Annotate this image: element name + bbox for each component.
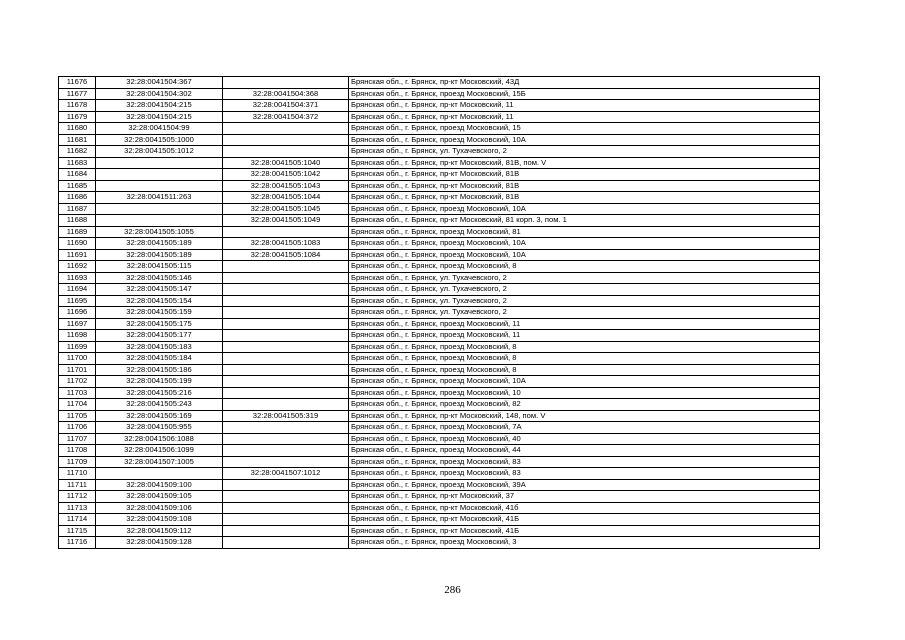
cadastral-number-cell: 32:28:0041505:183 [96, 341, 223, 353]
table-row [59, 537, 820, 549]
table-row [59, 318, 820, 330]
table-row [59, 364, 820, 376]
row-number-cell: 11709 [59, 456, 96, 468]
cadastral-number-cell: 32:28:0041505:115 [96, 261, 223, 273]
address-cell: Брянская обл., г. Брянск, пр-кт Московский, 37 [349, 491, 820, 503]
cadastral-number-cell: 32:28:0041509:100 [96, 479, 223, 491]
address-cell: Брянская обл., г. Брянск, пр-кт Московский, 81В [349, 192, 820, 204]
object-cadastral-number-cell [223, 537, 349, 549]
object-cadastral-number-cell: 32:28:0041505:1044 [223, 192, 349, 204]
address-cell: Брянская обл., г. Брянск, пр-кт Московский, 41Б [349, 525, 820, 537]
page-number: 286 [444, 584, 461, 596]
row-number-cell: 11691 [59, 249, 96, 261]
table-row [59, 341, 820, 353]
table-row [59, 111, 820, 123]
row-number-cell: 11693 [59, 272, 96, 284]
object-cadastral-number-cell [223, 433, 349, 445]
address-cell: Брянская обл., г. Брянск, проезд Московский, 83 [349, 468, 820, 480]
object-cadastral-number-cell: 32:28:0041505:319 [223, 410, 349, 422]
object-cadastral-number-cell [223, 318, 349, 330]
table-row [59, 445, 820, 457]
row-number-cell: 11705 [59, 410, 96, 422]
address-cell: Брянская обл., г. Брянск, пр-кт Московский, 11 [349, 111, 820, 123]
table-row [59, 376, 820, 388]
cadastral-number-cell [96, 215, 223, 227]
cadastral-number-cell: 32:28:0041505:159 [96, 307, 223, 319]
row-number-cell: 11694 [59, 284, 96, 296]
row-number-cell: 11715 [59, 525, 96, 537]
object-cadastral-number-cell [223, 376, 349, 388]
object-cadastral-number-cell [223, 445, 349, 457]
address-cell: Брянская обл., г. Брянск, пр-кт Московский, 41б [349, 502, 820, 514]
cadastral-number-cell: 32:28:0041505:216 [96, 387, 223, 399]
cadastral-number-cell: 32:28:0041505:243 [96, 399, 223, 411]
object-cadastral-number-cell [223, 525, 349, 537]
address-cell: Брянская обл., г. Брянск, ул. Тухачевского, 2 [349, 295, 820, 307]
cadastral-number-cell: 32:28:0041504:367 [96, 77, 223, 89]
table-row [59, 249, 820, 261]
cadastral-number-cell: 32:28:0041509:108 [96, 514, 223, 526]
address-cell: Брянская обл., г. Брянск, пр-кт Московский, 43Д [349, 77, 820, 89]
row-number-cell: 11708 [59, 445, 96, 457]
table-row [59, 456, 820, 468]
address-cell: Брянская обл., г. Брянск, проезд Московский, 15Б [349, 88, 820, 100]
table-row [59, 514, 820, 526]
row-number-cell: 11710 [59, 468, 96, 480]
address-cell: Брянская обл., г. Брянск, пр-кт Московский, 81В [349, 180, 820, 192]
object-cadastral-number-cell: 32:28:0041505:1042 [223, 169, 349, 181]
row-number-cell: 11686 [59, 192, 96, 204]
object-cadastral-number-cell [223, 272, 349, 284]
table-row [59, 157, 820, 169]
table-row [59, 422, 820, 434]
object-cadastral-number-cell [223, 134, 349, 146]
table-row [59, 491, 820, 503]
address-cell: Брянская обл., г. Брянск, ул. Тухачевского, 2 [349, 146, 820, 158]
object-cadastral-number-cell [223, 353, 349, 365]
table-row [59, 180, 820, 192]
table-row [59, 479, 820, 491]
table-row [59, 468, 820, 480]
cadastral-number-cell [96, 203, 223, 215]
object-cadastral-number-cell [223, 307, 349, 319]
row-number-cell: 11701 [59, 364, 96, 376]
object-cadastral-number-cell [223, 479, 349, 491]
object-cadastral-number-cell [223, 491, 349, 503]
row-number-cell: 11682 [59, 146, 96, 158]
row-number-cell: 11704 [59, 399, 96, 411]
table-row [59, 387, 820, 399]
address-cell: Брянская обл., г. Брянск, проезд Московский, 10А [349, 238, 820, 250]
table-row [59, 238, 820, 250]
table-row [59, 433, 820, 445]
cadastral-number-cell: 32:28:0041505:175 [96, 318, 223, 330]
address-cell: Брянская обл., г. Брянск, проезд Московский, 11 [349, 330, 820, 342]
object-cadastral-number-cell: 32:28:0041504:368 [223, 88, 349, 100]
row-number-cell: 11687 [59, 203, 96, 215]
address-cell: Брянская обл., г. Брянск, проезд Московский, 39А [349, 479, 820, 491]
object-cadastral-number-cell: 32:28:0041505:1040 [223, 157, 349, 169]
address-cell: Брянская обл., г. Брянск, проезд Московский, 10А [349, 203, 820, 215]
registry-table [58, 76, 820, 549]
object-cadastral-number-cell [223, 284, 349, 296]
table-row [59, 226, 820, 238]
cadastral-number-cell: 32:28:0041509:105 [96, 491, 223, 503]
table-row [59, 353, 820, 365]
table-row [59, 169, 820, 181]
address-cell: Брянская обл., г. Брянск, пр-кт Московский, 11 [349, 100, 820, 112]
object-cadastral-number-cell [223, 295, 349, 307]
address-cell: Брянская обл., г. Брянск, пр-кт Московский, 81 корп. 3, пом. 1 [349, 215, 820, 227]
row-number-cell: 11688 [59, 215, 96, 227]
address-cell: Брянская обл., г. Брянск, проезд Московский, 8 [349, 364, 820, 376]
object-cadastral-number-cell [223, 341, 349, 353]
object-cadastral-number-cell [223, 364, 349, 376]
row-number-cell: 11707 [59, 433, 96, 445]
row-number-cell: 11677 [59, 88, 96, 100]
cadastral-number-cell: 32:28:0041505:186 [96, 364, 223, 376]
cadastral-number-cell: 32:28:0041505:184 [96, 353, 223, 365]
address-cell: Брянская обл., г. Брянск, ул. Тухачевского, 2 [349, 307, 820, 319]
table-row [59, 525, 820, 537]
row-number-cell: 11714 [59, 514, 96, 526]
address-cell: Брянская обл., г. Брянск, ул. Тухачевского, 2 [349, 272, 820, 284]
address-cell: Брянская обл., г. Брянск, пр-кт Московский, 81В, пом. V [349, 157, 820, 169]
row-number-cell: 11712 [59, 491, 96, 503]
address-cell: Брянская обл., г. Брянск, проезд Московский, 8 [349, 353, 820, 365]
address-cell: Брянская обл., г. Брянск, проезд Московский, 82 [349, 399, 820, 411]
cadastral-number-cell: 32:28:0041505:177 [96, 330, 223, 342]
row-number-cell: 11699 [59, 341, 96, 353]
object-cadastral-number-cell [223, 261, 349, 273]
table-row [59, 77, 820, 89]
object-cadastral-number-cell [223, 146, 349, 158]
table-row [59, 134, 820, 146]
row-number-cell: 11698 [59, 330, 96, 342]
row-number-cell: 11683 [59, 157, 96, 169]
object-cadastral-number-cell [223, 77, 349, 89]
table-row [59, 123, 820, 135]
address-cell: Брянская обл., г. Брянск, проезд Московский, 10А [349, 249, 820, 261]
row-number-cell: 11681 [59, 134, 96, 146]
cadastral-number-cell: 32:28:0041505:189 [96, 238, 223, 250]
table-row [59, 88, 820, 100]
object-cadastral-number-cell: 32:28:0041505:1083 [223, 238, 349, 250]
address-cell: Брянская обл., г. Брянск, проезд Московский, 8 [349, 261, 820, 273]
row-number-cell: 11703 [59, 387, 96, 399]
address-cell: Брянская обл., г. Брянск, проезд Московский, 3 [349, 537, 820, 549]
cadastral-number-cell: 32:28:0041505:147 [96, 284, 223, 296]
table-row [59, 399, 820, 411]
row-number-cell: 11695 [59, 295, 96, 307]
row-number-cell: 11690 [59, 238, 96, 250]
cadastral-number-cell: 32:28:0041507:1005 [96, 456, 223, 468]
cadastral-number-cell: 32:28:0041505:199 [96, 376, 223, 388]
table-row [59, 272, 820, 284]
cadastral-number-cell: 32:28:0041509:106 [96, 502, 223, 514]
address-cell: Брянская обл., г. Брянск, проезд Московский, 7А [349, 422, 820, 434]
object-cadastral-number-cell: 32:28:0041505:1045 [223, 203, 349, 215]
table-row [59, 261, 820, 273]
table-row [59, 307, 820, 319]
cadastral-number-cell [96, 468, 223, 480]
cadastral-number-cell [96, 157, 223, 169]
table-row [59, 100, 820, 112]
cadastral-number-cell: 32:28:0041505:955 [96, 422, 223, 434]
table-row [59, 330, 820, 342]
cadastral-number-cell: 32:28:0041506:1088 [96, 433, 223, 445]
table-row [59, 146, 820, 158]
cadastral-number-cell: 32:28:0041504:215 [96, 111, 223, 123]
address-cell: Брянская обл., г. Брянск, проезд Московский, 40 [349, 433, 820, 445]
address-cell: Брянская обл., г. Брянск, проезд Московский, 10А [349, 376, 820, 388]
row-number-cell: 11680 [59, 123, 96, 135]
row-number-cell: 11679 [59, 111, 96, 123]
registry-table-body [59, 77, 820, 549]
cadastral-number-cell: 32:28:0041505:1055 [96, 226, 223, 238]
object-cadastral-number-cell [223, 502, 349, 514]
row-number-cell: 11700 [59, 353, 96, 365]
cadastral-number-cell: 32:28:0041509:128 [96, 537, 223, 549]
cadastral-number-cell: 32:28:0041505:1000 [96, 134, 223, 146]
row-number-cell: 11702 [59, 376, 96, 388]
object-cadastral-number-cell [223, 514, 349, 526]
object-cadastral-number-cell [223, 387, 349, 399]
cadastral-number-cell: 32:28:0041511:263 [96, 192, 223, 204]
cadastral-number-cell: 32:28:0041505:1012 [96, 146, 223, 158]
table-row [59, 192, 820, 204]
row-number-cell: 11678 [59, 100, 96, 112]
table-row [59, 284, 820, 296]
row-number-cell: 11676 [59, 77, 96, 89]
address-cell: Брянская обл., г. Брянск, проезд Московский, 8 [349, 341, 820, 353]
address-cell: Брянская обл., г. Брянск, проезд Московский, 15 [349, 123, 820, 135]
object-cadastral-number-cell: 32:28:0041505:1043 [223, 180, 349, 192]
object-cadastral-number-cell: 32:28:0041507:1012 [223, 468, 349, 480]
cadastral-number-cell: 32:28:0041505:189 [96, 249, 223, 261]
object-cadastral-number-cell: 32:28:0041504:371 [223, 100, 349, 112]
cadastral-number-cell: 32:28:0041504:215 [96, 100, 223, 112]
cadastral-number-cell: 32:28:0041505:154 [96, 295, 223, 307]
row-number-cell: 11697 [59, 318, 96, 330]
table-row [59, 410, 820, 422]
object-cadastral-number-cell [223, 399, 349, 411]
address-cell: Брянская обл., г. Брянск, пр-кт Московский, 41Б [349, 514, 820, 526]
row-number-cell: 11684 [59, 169, 96, 181]
table-row [59, 215, 820, 227]
row-number-cell: 11696 [59, 307, 96, 319]
address-cell: Брянская обл., г. Брянск, проезд Московский, 44 [349, 445, 820, 457]
cadastral-number-cell: 32:28:0041505:146 [96, 272, 223, 284]
row-number-cell: 11692 [59, 261, 96, 273]
row-number-cell: 11711 [59, 479, 96, 491]
row-number-cell: 11706 [59, 422, 96, 434]
table-row [59, 295, 820, 307]
table-row [59, 502, 820, 514]
object-cadastral-number-cell [223, 422, 349, 434]
address-cell: Брянская обл., г. Брянск, проезд Московский, 11 [349, 318, 820, 330]
object-cadastral-number-cell [223, 226, 349, 238]
cadastral-number-cell: 32:28:0041506:1099 [96, 445, 223, 457]
cadastral-number-cell [96, 169, 223, 181]
cadastral-number-cell: 32:28:0041504:99 [96, 123, 223, 135]
table-row [59, 203, 820, 215]
address-cell: Брянская обл., г. Брянск, проезд Московский, 10А [349, 134, 820, 146]
address-cell: Брянская обл., г. Брянск, пр-кт Московский, 81В [349, 169, 820, 181]
object-cadastral-number-cell: 32:28:0041505:1084 [223, 249, 349, 261]
address-cell: Брянская обл., г. Брянск, проезд Московский, 81 [349, 226, 820, 238]
object-cadastral-number-cell [223, 123, 349, 135]
cadastral-number-cell: 32:28:0041509:112 [96, 525, 223, 537]
address-cell: Брянская обл., г. Брянск, проезд Московский, 83 [349, 456, 820, 468]
object-cadastral-number-cell [223, 330, 349, 342]
row-number-cell: 11716 [59, 537, 96, 549]
object-cadastral-number-cell: 32:28:0041505:1049 [223, 215, 349, 227]
row-number-cell: 11713 [59, 502, 96, 514]
cadastral-number-cell: 32:28:0041505:169 [96, 410, 223, 422]
address-cell: Брянская обл., г. Брянск, пр-кт Московский, 148, пом. V [349, 410, 820, 422]
address-cell: Брянская обл., г. Брянск, проезд Московский, 10 [349, 387, 820, 399]
address-cell: Брянская обл., г. Брянск, ул. Тухачевского, 2 [349, 284, 820, 296]
cadastral-number-cell: 32:28:0041504:302 [96, 88, 223, 100]
object-cadastral-number-cell [223, 456, 349, 468]
row-number-cell: 11685 [59, 180, 96, 192]
object-cadastral-number-cell: 32:28:0041504:372 [223, 111, 349, 123]
cadastral-number-cell [96, 180, 223, 192]
row-number-cell: 11689 [59, 226, 96, 238]
